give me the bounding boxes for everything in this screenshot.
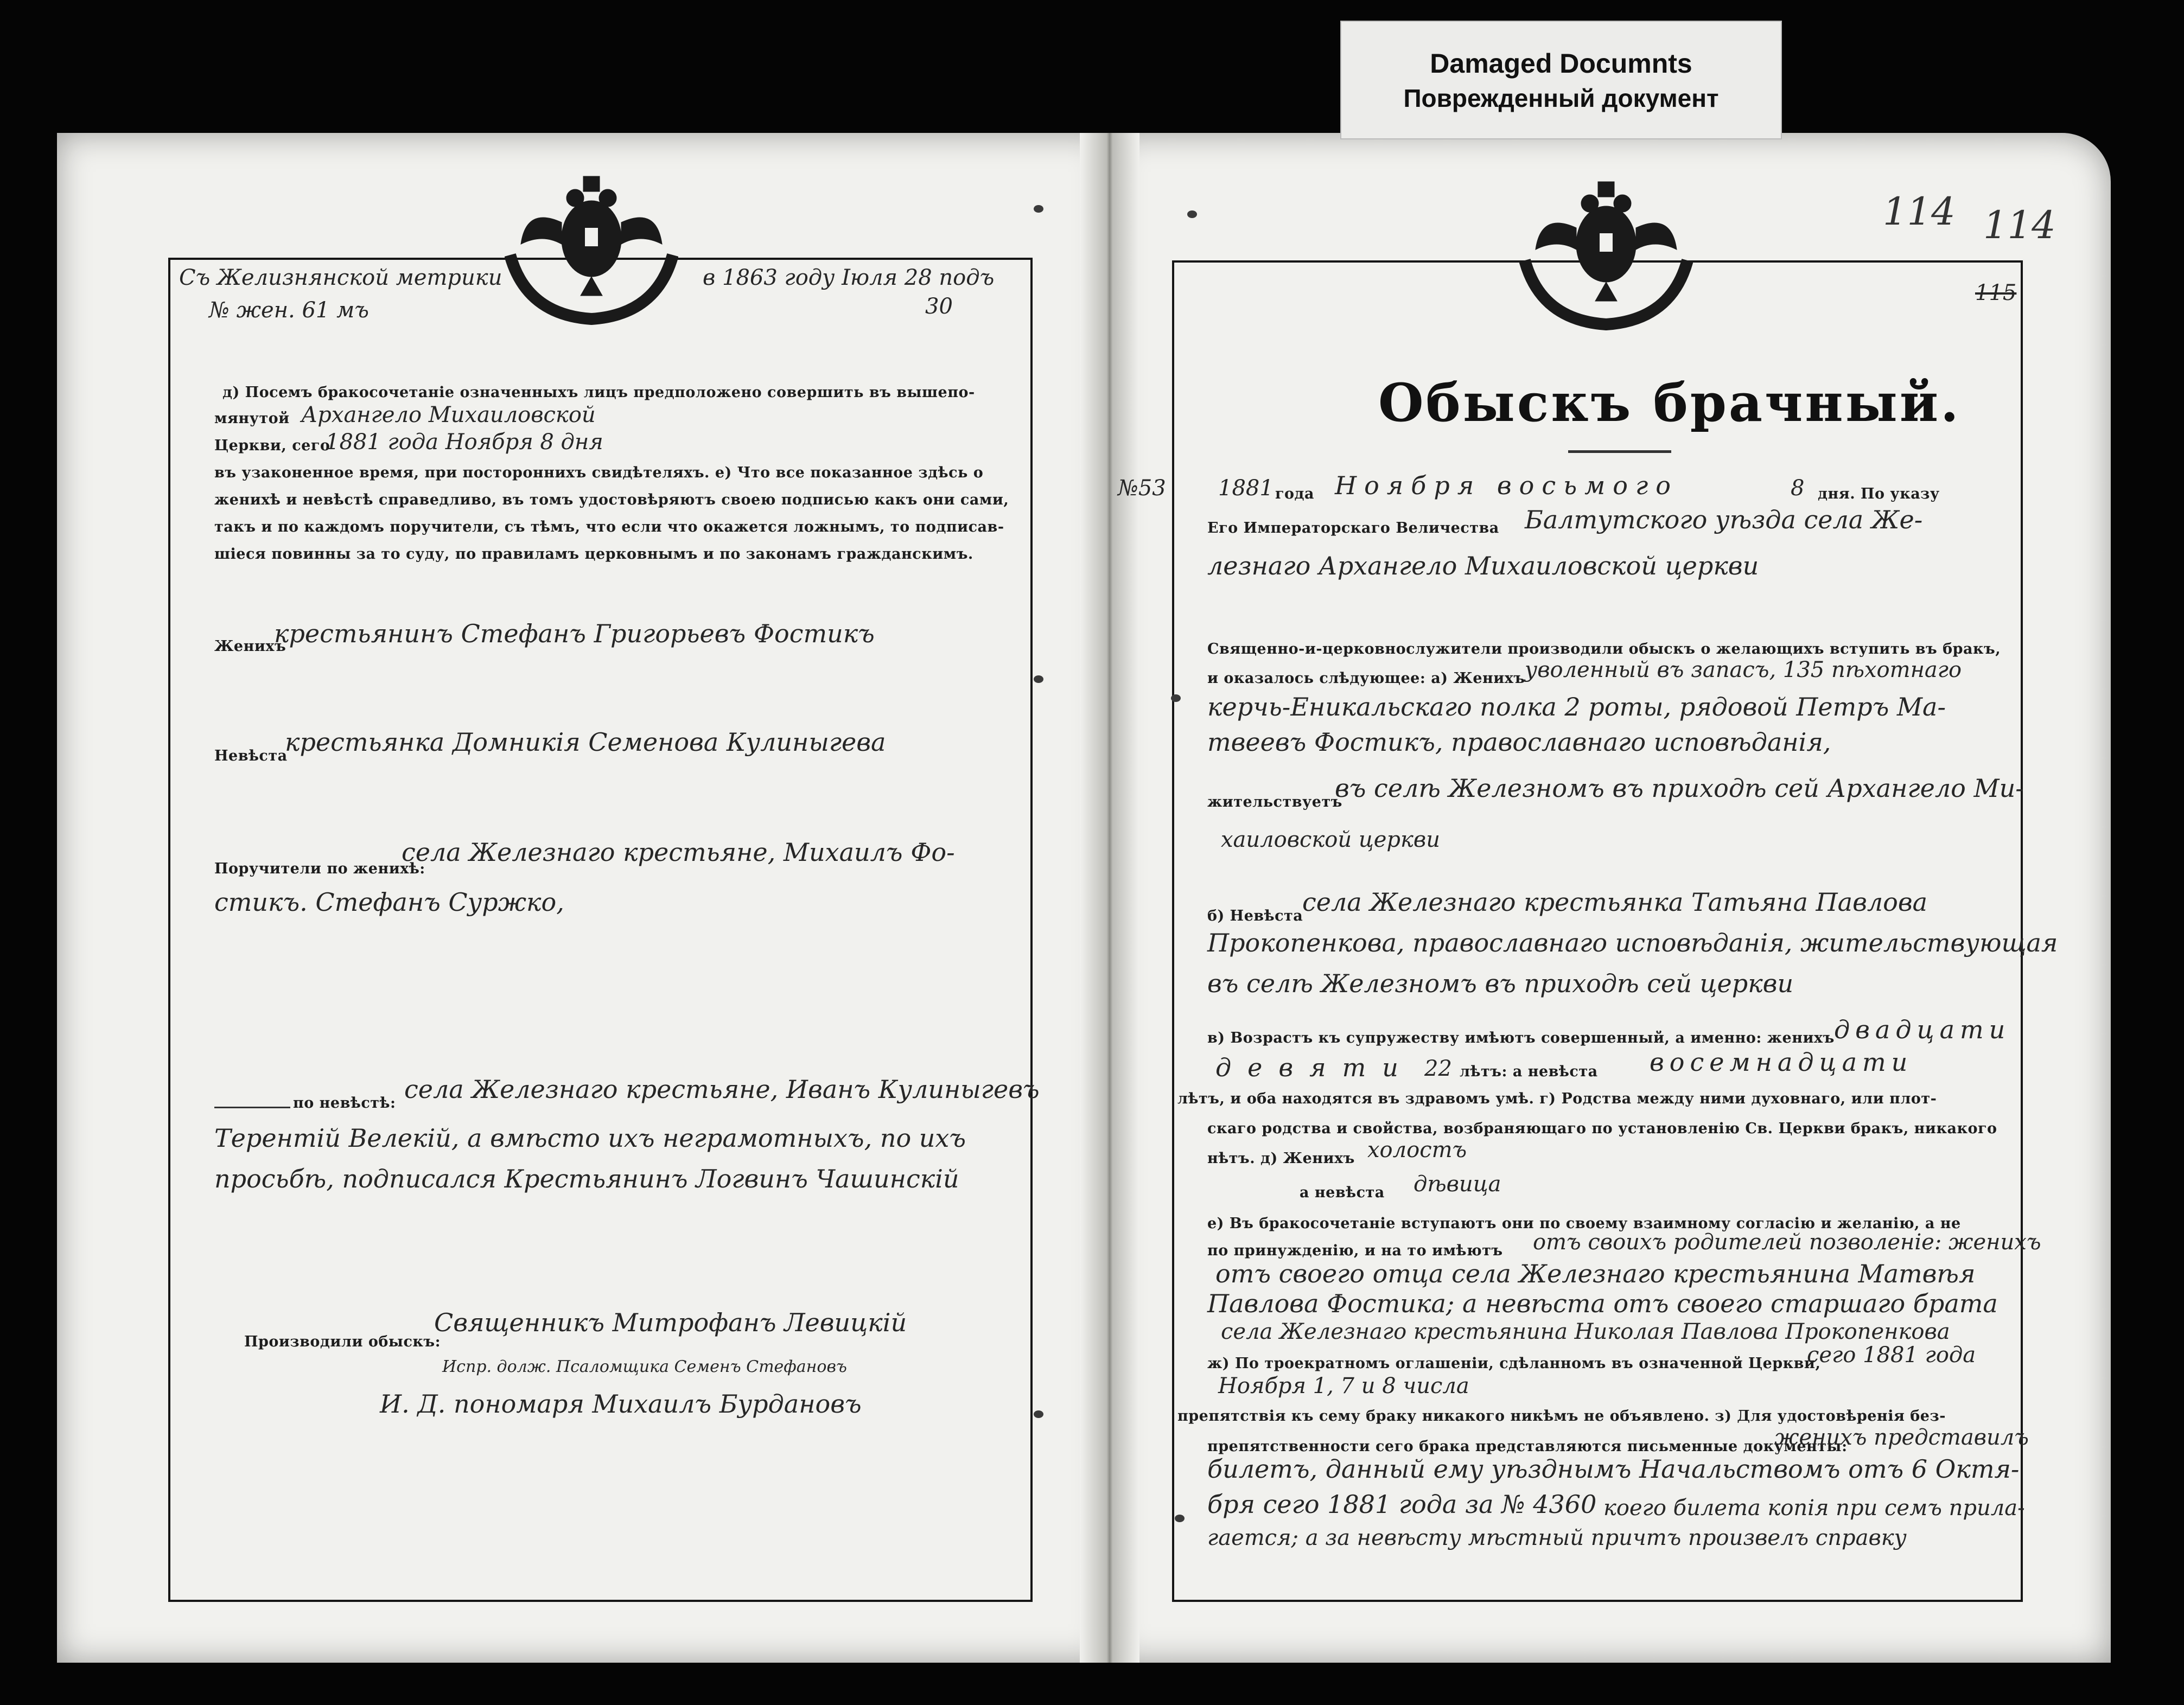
label-english: Damaged Documnts (1430, 48, 1692, 79)
surety-groom-line: стикъ. Стефанъ Суржко, (214, 887, 564, 917)
intro-district: Балтутского уѣзда села Же- (1525, 505, 1923, 534)
age-text: а невѣста (1300, 1184, 1385, 1201)
docs-detail: гается; а за невѣсту мѣстный причтъ произвелъ справку (1207, 1525, 1907, 1550)
label-russian: Поврежденный документ (1403, 84, 1719, 112)
bride-label-right: б) Невѣста (1207, 908, 1303, 924)
imperial-eagle-icon (505, 174, 678, 325)
age-bride-number: 22 (1424, 1056, 1452, 1081)
damaged-document-label (1340, 21, 1782, 139)
docs-detail: бря сего 1881 года за № 4360 (1207, 1490, 1597, 1519)
surety-groom-label: Поручители по женихѣ: (214, 860, 425, 877)
left-para-line: Церкви, сего (214, 437, 330, 454)
page-hole (1034, 205, 1043, 213)
intro-text: Его Императорскаго Величества (1207, 520, 1499, 537)
groom-detail: хаиловской церкви (1221, 827, 1440, 852)
age-text: в) Возрастъ къ супружеству имѣютъ совершенный, а именно: женихъ (1207, 1030, 1835, 1046)
bride-detail: въ селѣ Железномъ въ приходѣ сей церкви (1207, 969, 1794, 998)
left-para-line: д) Посемъ бракосочетаніе означенныхъ лицъ предположено совершить въ вышепо- (222, 384, 975, 401)
intro-text: года (1275, 486, 1315, 502)
clergy-line: Священно-и-церковнослужители производили обыскъ о желающихъ вступить въ бракъ, (1207, 641, 2001, 657)
book-gutter (1080, 133, 1139, 1663)
surety-bride-line: Терентій Велекій, а вмѣсто ихъ неграмотныхъ, по ихъ (214, 1123, 966, 1153)
age-bride: восемнадцати (1650, 1048, 1913, 1077)
surety-groom-line: села Железнаго крестьяне, Михаилъ Фо- (402, 838, 955, 867)
surety-bride-line: просьбѣ, подписался Крестьянинъ Логвинъ Чашинскій (214, 1164, 959, 1193)
page-hole (1175, 1515, 1185, 1522)
surety-bride-line: села Железнаго крестьяне, Иванъ Кулиныгевъ (404, 1075, 1040, 1104)
bride-name: крестьянка Домникія Семенова Кулиныгева (285, 727, 886, 757)
bride-label: Невѣста (214, 748, 288, 764)
banns-dates: Ноября 1, 7 и 8 числа (1218, 1374, 1469, 1399)
groom-detail: въ селѣ Железномъ въ приходѣ сей Архангело Ми- (1335, 774, 2024, 803)
page-hole (1171, 694, 1181, 702)
left-para-line: въ узаконенное время, при постороннихъ свидѣтеляхъ. е) Что все показанное здѣсь о (214, 464, 984, 481)
left-para-line: мянутой (214, 410, 290, 427)
left-para-line: такъ и по каждомъ поручители, съ тѣмъ, что если что окажется ложнымъ, то подписав- (214, 519, 1004, 535)
intro-year: 1881 (1218, 476, 1274, 501)
page-hole (1034, 1410, 1043, 1418)
docs-detail: билетъ, данный ему уѣзднымъ Начальствомъ отъ 6 Октя- (1207, 1454, 2020, 1484)
page-hole (1187, 210, 1197, 218)
found-text: и оказалось слѣдующее: а) Женихъ (1207, 670, 1525, 687)
left-para-date: 1881 года Ноября 8 дня (326, 430, 603, 455)
consent-text: по принужденію, и на то имѣютъ (1207, 1242, 1503, 1259)
left-para-church: Архангело Михаиловской (301, 403, 596, 427)
nobar-text: препятственности сего брака представляются письменные документы: (1207, 1438, 1848, 1455)
age-text: скаго родства и свойства, возбраняющаго по установленію Св. Церкви бракъ, никакого (1207, 1120, 1997, 1137)
groom-name: крестьянинъ Стефанъ Григорьевъ Фостикъ (274, 619, 875, 648)
residence-label: жительствуетъ (1207, 794, 1342, 810)
search-label: Производили обыскъ: (244, 1333, 441, 1350)
left-para-line: шіеся повинны за то суду, по правиламъ церковнымъ и по законамъ гражданскимъ. (214, 546, 973, 563)
search-priest: Священникъ Митрофанъ Левицкій (434, 1308, 907, 1337)
intro-text: дня. По указу (1818, 486, 1940, 502)
surety-bride-blank (214, 1107, 290, 1108)
bride-status: дѣвица (1413, 1172, 1501, 1197)
age-groom: двадцати (1834, 1015, 2011, 1044)
consent-detail: села Железнаго крестьянина Николая Павлова Прокопенкова (1221, 1319, 1950, 1344)
groom-detail: уволенный въ запасъ, 135 пѣхотнаго (1525, 657, 1962, 682)
age-text: нѣтъ. д) Женихъ (1207, 1150, 1355, 1167)
bride-detail: села Железнаго крестьянка Татьяна Павлова (1302, 887, 1928, 917)
consent-detail: отъ своихъ родителей позволеніе: женихъ (1533, 1230, 2041, 1255)
consent-text: е) Въ бракосочетаніе вступаютъ они по своему взаимному согласію и желанію, а не (1207, 1215, 1961, 1232)
banns-year: сего 1881 года (1807, 1343, 1976, 1368)
nobar-text: препятствія къ сему браку никакого никѣмъ не объявлено. з) Для удостовѣренія без- (1177, 1408, 1946, 1425)
intro-day: 8 (1791, 476, 1805, 501)
title-rule (1568, 450, 1671, 453)
search-psalmist: Испр. долж. Псаломщика Семенъ Стефановъ (442, 1357, 847, 1376)
imperial-eagle-icon (1519, 179, 1693, 331)
left-header-number: № жен. 61 мъ (209, 298, 369, 323)
page-hole (1034, 675, 1043, 683)
age-groom: девяти (1215, 1053, 1415, 1082)
docs-detail: женихъ представилъ (1774, 1425, 2029, 1450)
banns-text: ж) По троекратномъ оглашеніи, сдѣланномъ въ означенной Церкви, (1207, 1355, 1821, 1372)
groom-detail: твеевъ Фостикъ, православнаго исповѣданія, (1207, 727, 1831, 757)
search-sexton: И. Д. пономаря Михаилъ Бурдановъ (380, 1389, 862, 1419)
groom-label: Женихъ (214, 638, 286, 655)
consent-detail: отъ своего отца села Железнаго крестьянина Матвѣя (1215, 1259, 1976, 1288)
page-title: Обыскъ брачный. (1378, 372, 1961, 433)
groom-detail: керчь-Еникальскаго полка 2 роты, рядовой Петръ Ма- (1207, 692, 1946, 721)
intro-month: Ноября восьмого (1335, 471, 1678, 500)
age-text: лѣтъ: а невѣста (1460, 1063, 1598, 1080)
groom-status: холостъ (1367, 1138, 1467, 1163)
docs-detail: коего билета копія при семъ прила- (1603, 1496, 2025, 1521)
age-text: лѣтъ, и оба находятся въ здравомъ умѣ. г) Родства между ними духовнаго, или плот- (1177, 1090, 1937, 1107)
record-number: №53 (1118, 476, 1166, 501)
page-number-struck: 115 (1975, 280, 2017, 305)
page-number: 114 (1883, 189, 1956, 234)
page-number-corrected: 114 (1983, 203, 2056, 247)
left-para-line: женихѣ и невѣстѣ справедливо, въ томъ удостовѣряютъ своею подписью какъ они сами, (214, 491, 1009, 508)
surety-bride-label: по невѣстѣ: (293, 1095, 396, 1112)
left-header-number2: 30 (925, 294, 953, 319)
left-header-note: Съ Желизнянской метрики (179, 265, 502, 290)
consent-detail: Павлова Фостика; а невѣста отъ своего старшаго брата (1207, 1289, 1998, 1318)
intro-church: лезнаго Архангело Михаиловской церкви (1207, 551, 1759, 580)
bride-detail: Прокопенкова, православнаго исповѣданія, жительствующая (1207, 928, 2058, 957)
left-header-date: в 1863 году Іюля 28 подъ (703, 265, 995, 290)
